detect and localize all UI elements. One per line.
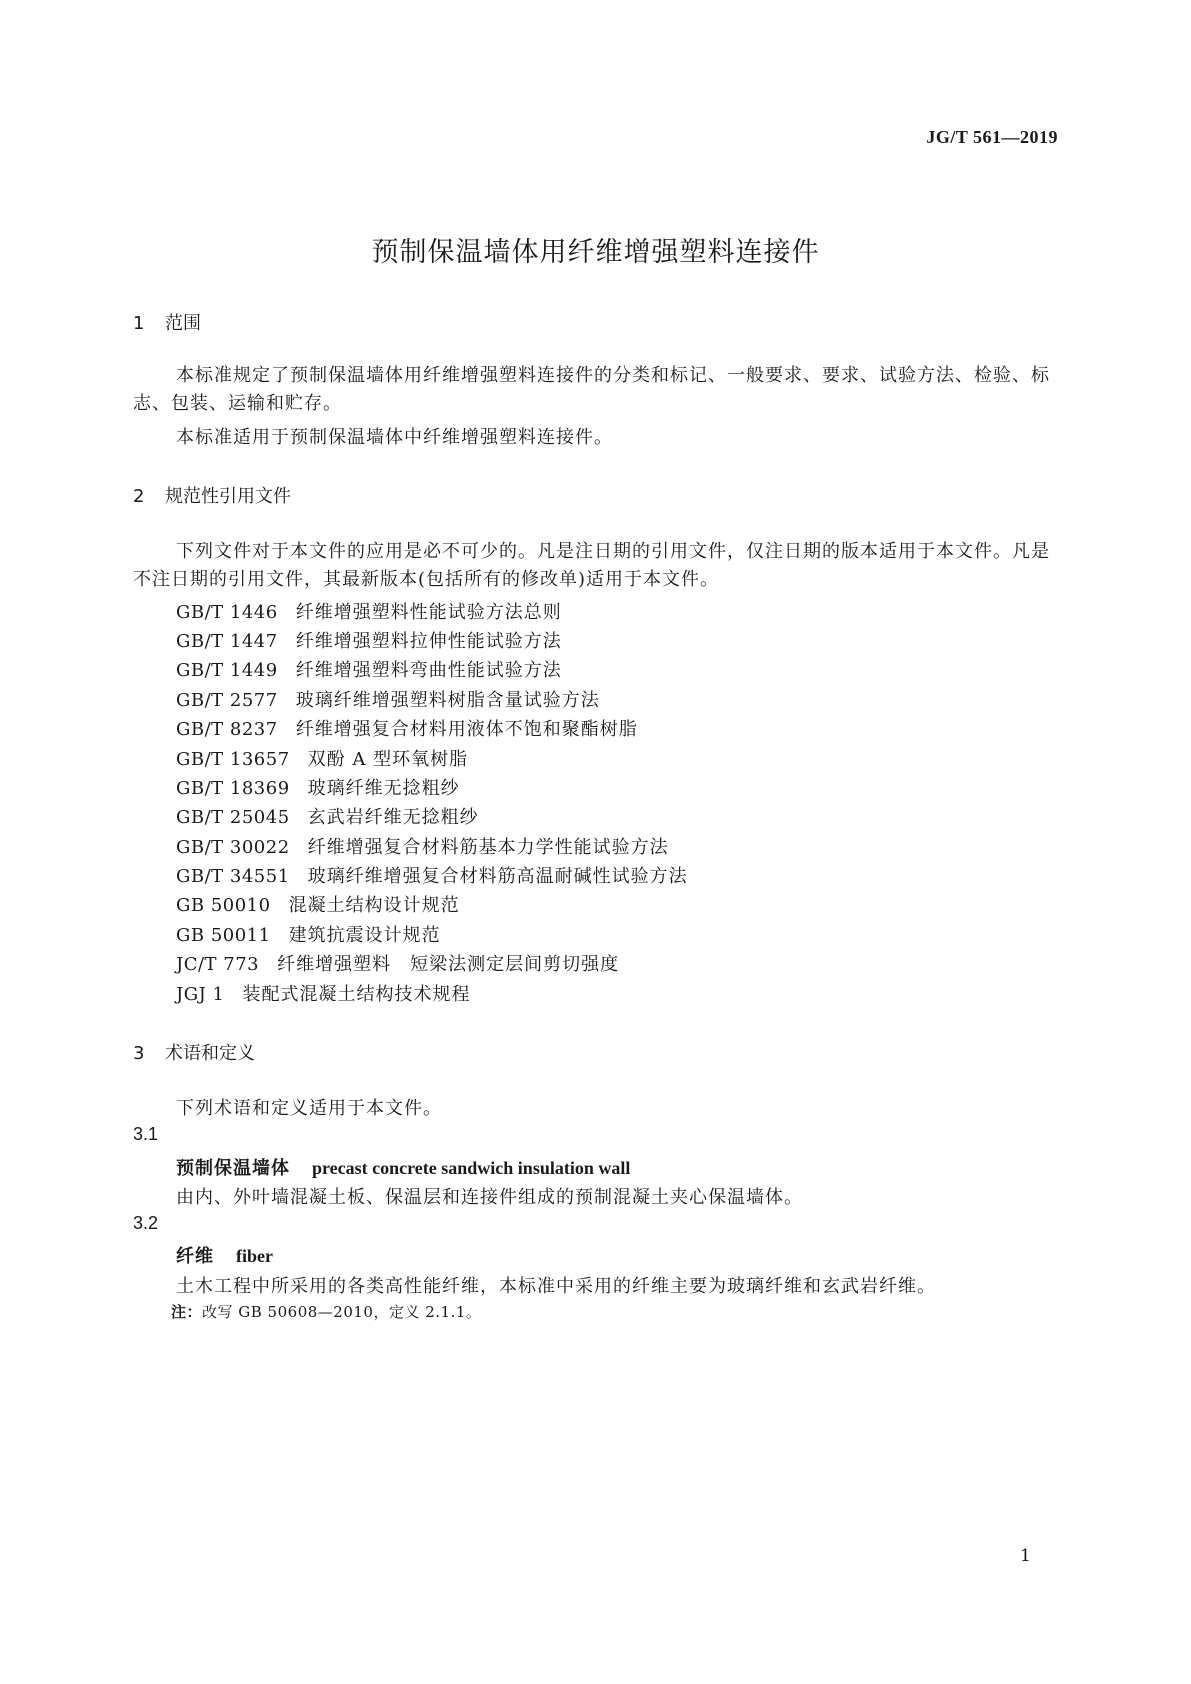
reference-item	[176, 980, 470, 1006]
reference-code: GB/T 2577	[176, 690, 278, 711]
reference-name: 纤维增强塑料 短梁法测定层间剪切强度	[277, 954, 620, 975]
reference-name: 玄武岩纤维无捻粗纱	[307, 807, 479, 828]
reference-name: 玻璃纤维增强复合材料筋高温耐碱性试验方法	[307, 866, 688, 887]
reference-item	[176, 774, 460, 800]
reference-item	[176, 833, 669, 859]
term-definition: 土木工程中所采用的各类高性能纤维，本标准中采用的纤维主要为玻璃纤维和玄武岩纤维。	[176, 1276, 936, 1297]
terms-intro: 下列术语和定义适用于本文件。	[176, 1098, 442, 1119]
reference-name: 纤维增强塑料弯曲性能试验方法	[295, 660, 562, 681]
reference-name: 玻璃纤维无捻粗纱	[307, 778, 460, 799]
term-english: precast concrete sandwich insulation wall	[312, 1158, 631, 1178]
reference-item	[176, 686, 600, 712]
reference-item	[176, 627, 562, 653]
standard-code: JG/T 561—2019	[926, 127, 1058, 147]
reference-code: GB/T 34551	[176, 866, 290, 887]
reference-name: 装配式混凝土结构技术规程	[242, 984, 471, 1005]
reference-item	[176, 598, 562, 624]
term-chinese: 纤维	[176, 1246, 214, 1267]
section-number: 1	[133, 313, 145, 334]
term-definition: 由内、外叶墙混凝土板、保温层和连接件组成的预制混凝土夹心保温墙体。	[176, 1187, 803, 1208]
section-title: 术语和定义	[165, 1043, 255, 1064]
term-english: fiber	[236, 1246, 273, 1266]
section-3-heading	[133, 1039, 255, 1065]
reference-code: GB/T 18369	[176, 778, 290, 799]
scope-paragraph-1: 本标准规定了预制保温墙体用纤维增强塑料连接件的分类和标记、一般要求、要求、试验方法、检验、标志、包装、运输和贮存。	[133, 365, 1050, 414]
reference-code: GB/T 1449	[176, 660, 278, 681]
term-number: 3.2	[133, 1213, 159, 1233]
section-title: 规范性引用文件	[165, 486, 291, 507]
reference-item	[176, 803, 479, 829]
reference-item	[176, 862, 688, 888]
reference-name: 纤维增强塑料性能试验方法总则	[295, 602, 562, 623]
reference-item	[176, 891, 460, 917]
reference-item	[176, 745, 468, 771]
reference-name: 纤维增强塑料拉伸性能试验方法	[295, 631, 562, 652]
reference-code: GB/T 30022	[176, 837, 290, 858]
term-heading	[176, 1242, 273, 1268]
term-heading	[176, 1154, 630, 1180]
section-2-heading	[133, 482, 291, 508]
section-number: 2	[133, 486, 145, 507]
note-text: 改写 GB 50608—2010，定义 2.1.1。	[202, 1303, 482, 1321]
reference-code: GB/T 1446	[176, 602, 278, 623]
section-title: 范围	[165, 313, 201, 334]
reference-code: JC/T 773	[176, 954, 260, 975]
term-note	[171, 1301, 481, 1322]
reference-code: GB/T 8237	[176, 719, 278, 740]
page-number: 1	[1020, 1546, 1031, 1566]
reference-item	[176, 921, 441, 947]
reference-name: 双酚 A 型环氧树脂	[307, 749, 469, 770]
section-number: 3	[133, 1043, 145, 1064]
reference-name: 玻璃纤维增强塑料树脂含量试验方法	[295, 690, 600, 711]
term-number: 3.1	[133, 1124, 159, 1144]
reference-code: GB/T 1447	[176, 631, 278, 652]
document-title: 预制保温墙体用纤维增强塑料连接件	[371, 237, 820, 268]
reference-name: 建筑抗震设计规范	[288, 925, 441, 946]
reference-code: GB 50011	[176, 925, 271, 946]
scope-paragraph-2: 本标准适用于预制保温墙体中纤维增强塑料连接件。	[176, 427, 613, 448]
reference-name: 混凝土结构设计规范	[288, 895, 460, 916]
reference-name: 纤维增强复合材料筋基本力学性能试验方法	[307, 837, 669, 858]
reference-code: GB/T 13657	[176, 749, 290, 770]
reference-code: JGJ 1	[176, 984, 225, 1005]
references-intro: 下列文件对于本文件的应用是必不可少的。凡是注日期的引用文件，仅注日期的版本适用于本文件。凡是不注日期的引用文件，其最新版本(包括所有的修改单)适用于本文件。	[133, 541, 1050, 590]
reference-name: 纤维增强复合材料用液体不饱和聚酯树脂	[295, 719, 638, 740]
reference-item	[176, 950, 619, 976]
reference-item	[176, 656, 562, 682]
reference-code: GB/T 25045	[176, 807, 290, 828]
reference-item	[176, 715, 638, 741]
note-label: 注：	[171, 1303, 203, 1321]
section-1-heading	[133, 309, 201, 335]
term-chinese: 预制保温墙体	[176, 1158, 290, 1179]
reference-code: GB 50010	[176, 895, 271, 916]
